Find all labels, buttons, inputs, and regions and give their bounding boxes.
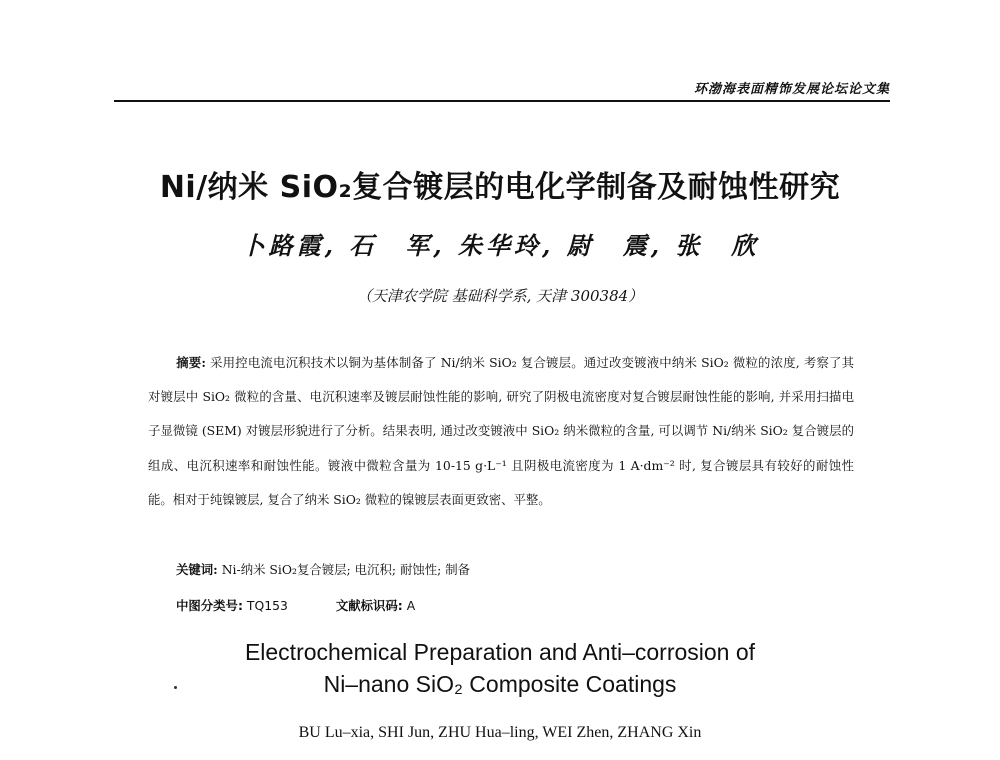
clc-value: TQ153: [246, 598, 288, 613]
journal-header: 环渤海表面精饰发展论坛论文集: [693, 82, 890, 97]
abstract-label: 摘要:: [176, 355, 206, 370]
paper-title-en: [0, 636, 1000, 700]
affiliation-zh: （天津农学院 基础科学系, 天津 300384）: [356, 287, 644, 305]
title-en-line2: Ni–nano SiO₂ Composite Coatings: [323, 671, 677, 697]
authors-en: BU Lu–xia, SHI Jun, ZHU Hua–ling, WEI Zhen, ZHANG Xin: [298, 724, 702, 741]
doc-code-label: 文献标识码:: [335, 598, 403, 613]
keywords-label: 关键词:: [176, 562, 218, 577]
doc-code-value: A: [406, 598, 416, 613]
keywords-text: Ni-纳米 SiO₂复合镀层; 电沉积; 耐蚀性; 制备: [221, 562, 471, 577]
abstract-text: 采用控电流电沉积技术以铜为基体制备了 Ni/纳米 SiO₂ 复合镀层。通过改变镀液中纳米 SiO₂ 微粒的浓度, 考察了其对镀层中 SiO₂ 微粒的含量、电沉积速率及镀层耐蚀性能的影响, 研究了阴极电流密度对复合镀层耐蚀性能的影响, 并采用扫描电子显微镜 (SEM) 对镀层形貌进行了分析。结果表明, 通过改变镀液中 SiO₂ 纳米微粒的含量, 可以调节 Ni/纳米 SiO₂ 复合镀层的组成、电沉积速率和耐蚀性能。镀液中微粒含量为 10-15 g·L⁻¹ 且阴极电流密度为 1 A·dm⁻² 时, 复合镀层具有较好的耐蚀性能。相对于纯镍镀层, 复合了纳米 SiO₂ 微粒的镍镀层表面更致密、平整。: [148, 355, 854, 507]
authors-zh: 卜路霞, 石 军, 朱华玲, 尉 震, 张 欣: [240, 231, 760, 260]
clc-label: 中图分类号:: [176, 598, 243, 613]
keywords: [176, 560, 470, 578]
header-rule: [114, 100, 890, 102]
abstract: [148, 346, 854, 517]
classification: [176, 596, 415, 614]
paper-title-zh: Ni/纳米 SiO₂复合镀层的电化学制备及耐蚀性研究: [159, 170, 841, 205]
title-en-line1: Electrochemical Preparation and Anti–corrosion of: [244, 639, 756, 665]
